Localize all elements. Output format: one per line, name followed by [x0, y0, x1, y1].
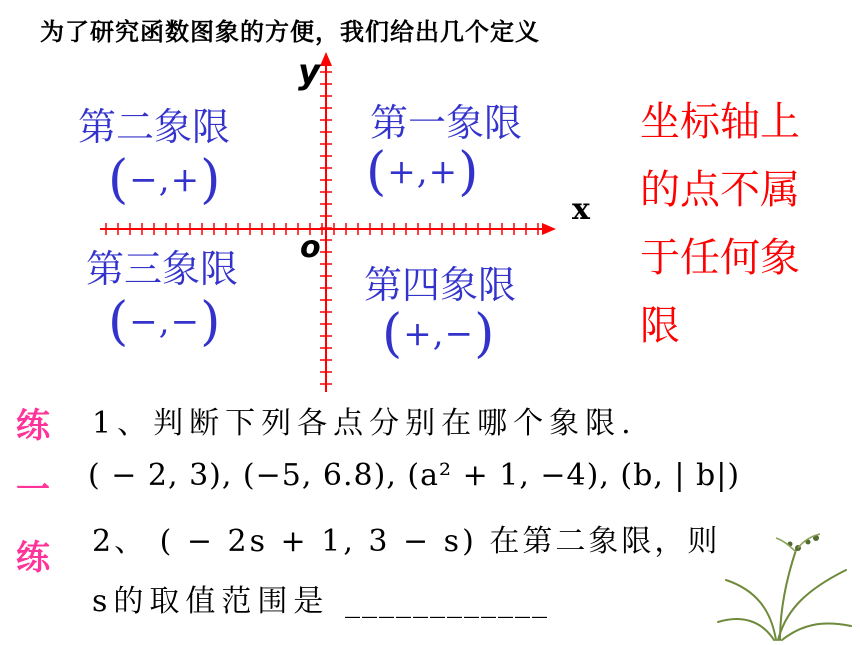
quadrant-3-sign: (−,−) [108, 292, 222, 352]
side-char-yi: 一 [16, 470, 50, 510]
exercise-2-question [92, 576, 549, 620]
quadrant-1-sign: (+,+) [366, 142, 480, 202]
y-axis-label: y [298, 52, 321, 92]
exercise-2-prompt: 2、 ( − 2s + 1, 3 − s) 在第二象限，则 [92, 524, 721, 559]
x-axis-label: x [572, 192, 590, 227]
y-axis-arrow [320, 52, 332, 66]
quadrant-2-sign-text: −,+ [129, 160, 201, 200]
quadrant-3-sign-text: −,− [129, 302, 201, 342]
exercise-1-points: ( − 2, 3), (−5, 6.8), (a² + 1, −4), (b, | b|) [88, 458, 741, 493]
side-char-lian-2: 练 [16, 538, 50, 578]
page-title: 为了研究函数图象的方便，我们给出几个定义 [40, 18, 540, 46]
quadrant-2-name: 第二象限 [78, 105, 231, 149]
origin-label: o [300, 230, 321, 265]
quadrant-4-sign: (+,−) [382, 304, 496, 364]
orchid-illustration [716, 530, 856, 642]
quadrant-1-name: 第一象限 [370, 101, 523, 145]
x-axis-arrow [542, 223, 556, 235]
side-char-lian-1: 练 [16, 406, 50, 446]
quadrant-3-name: 第三象限 [86, 247, 239, 291]
quadrant-2-sign: (−,+) [108, 150, 222, 210]
quadrant-4-name: 第四象限 [364, 263, 517, 307]
exercise-1-prompt: 1、判断下列各点分别在哪个象限. [92, 406, 637, 441]
axis-note: 坐标轴上的点不属于任何象限 [640, 99, 800, 349]
answer-blank: ____________ [344, 584, 549, 619]
quadrant-1-sign-text: +,+ [387, 152, 459, 192]
exercise-2-question-text: s的取值范围是 [92, 584, 330, 619]
quadrant-4-sign-text: +,− [403, 314, 475, 354]
